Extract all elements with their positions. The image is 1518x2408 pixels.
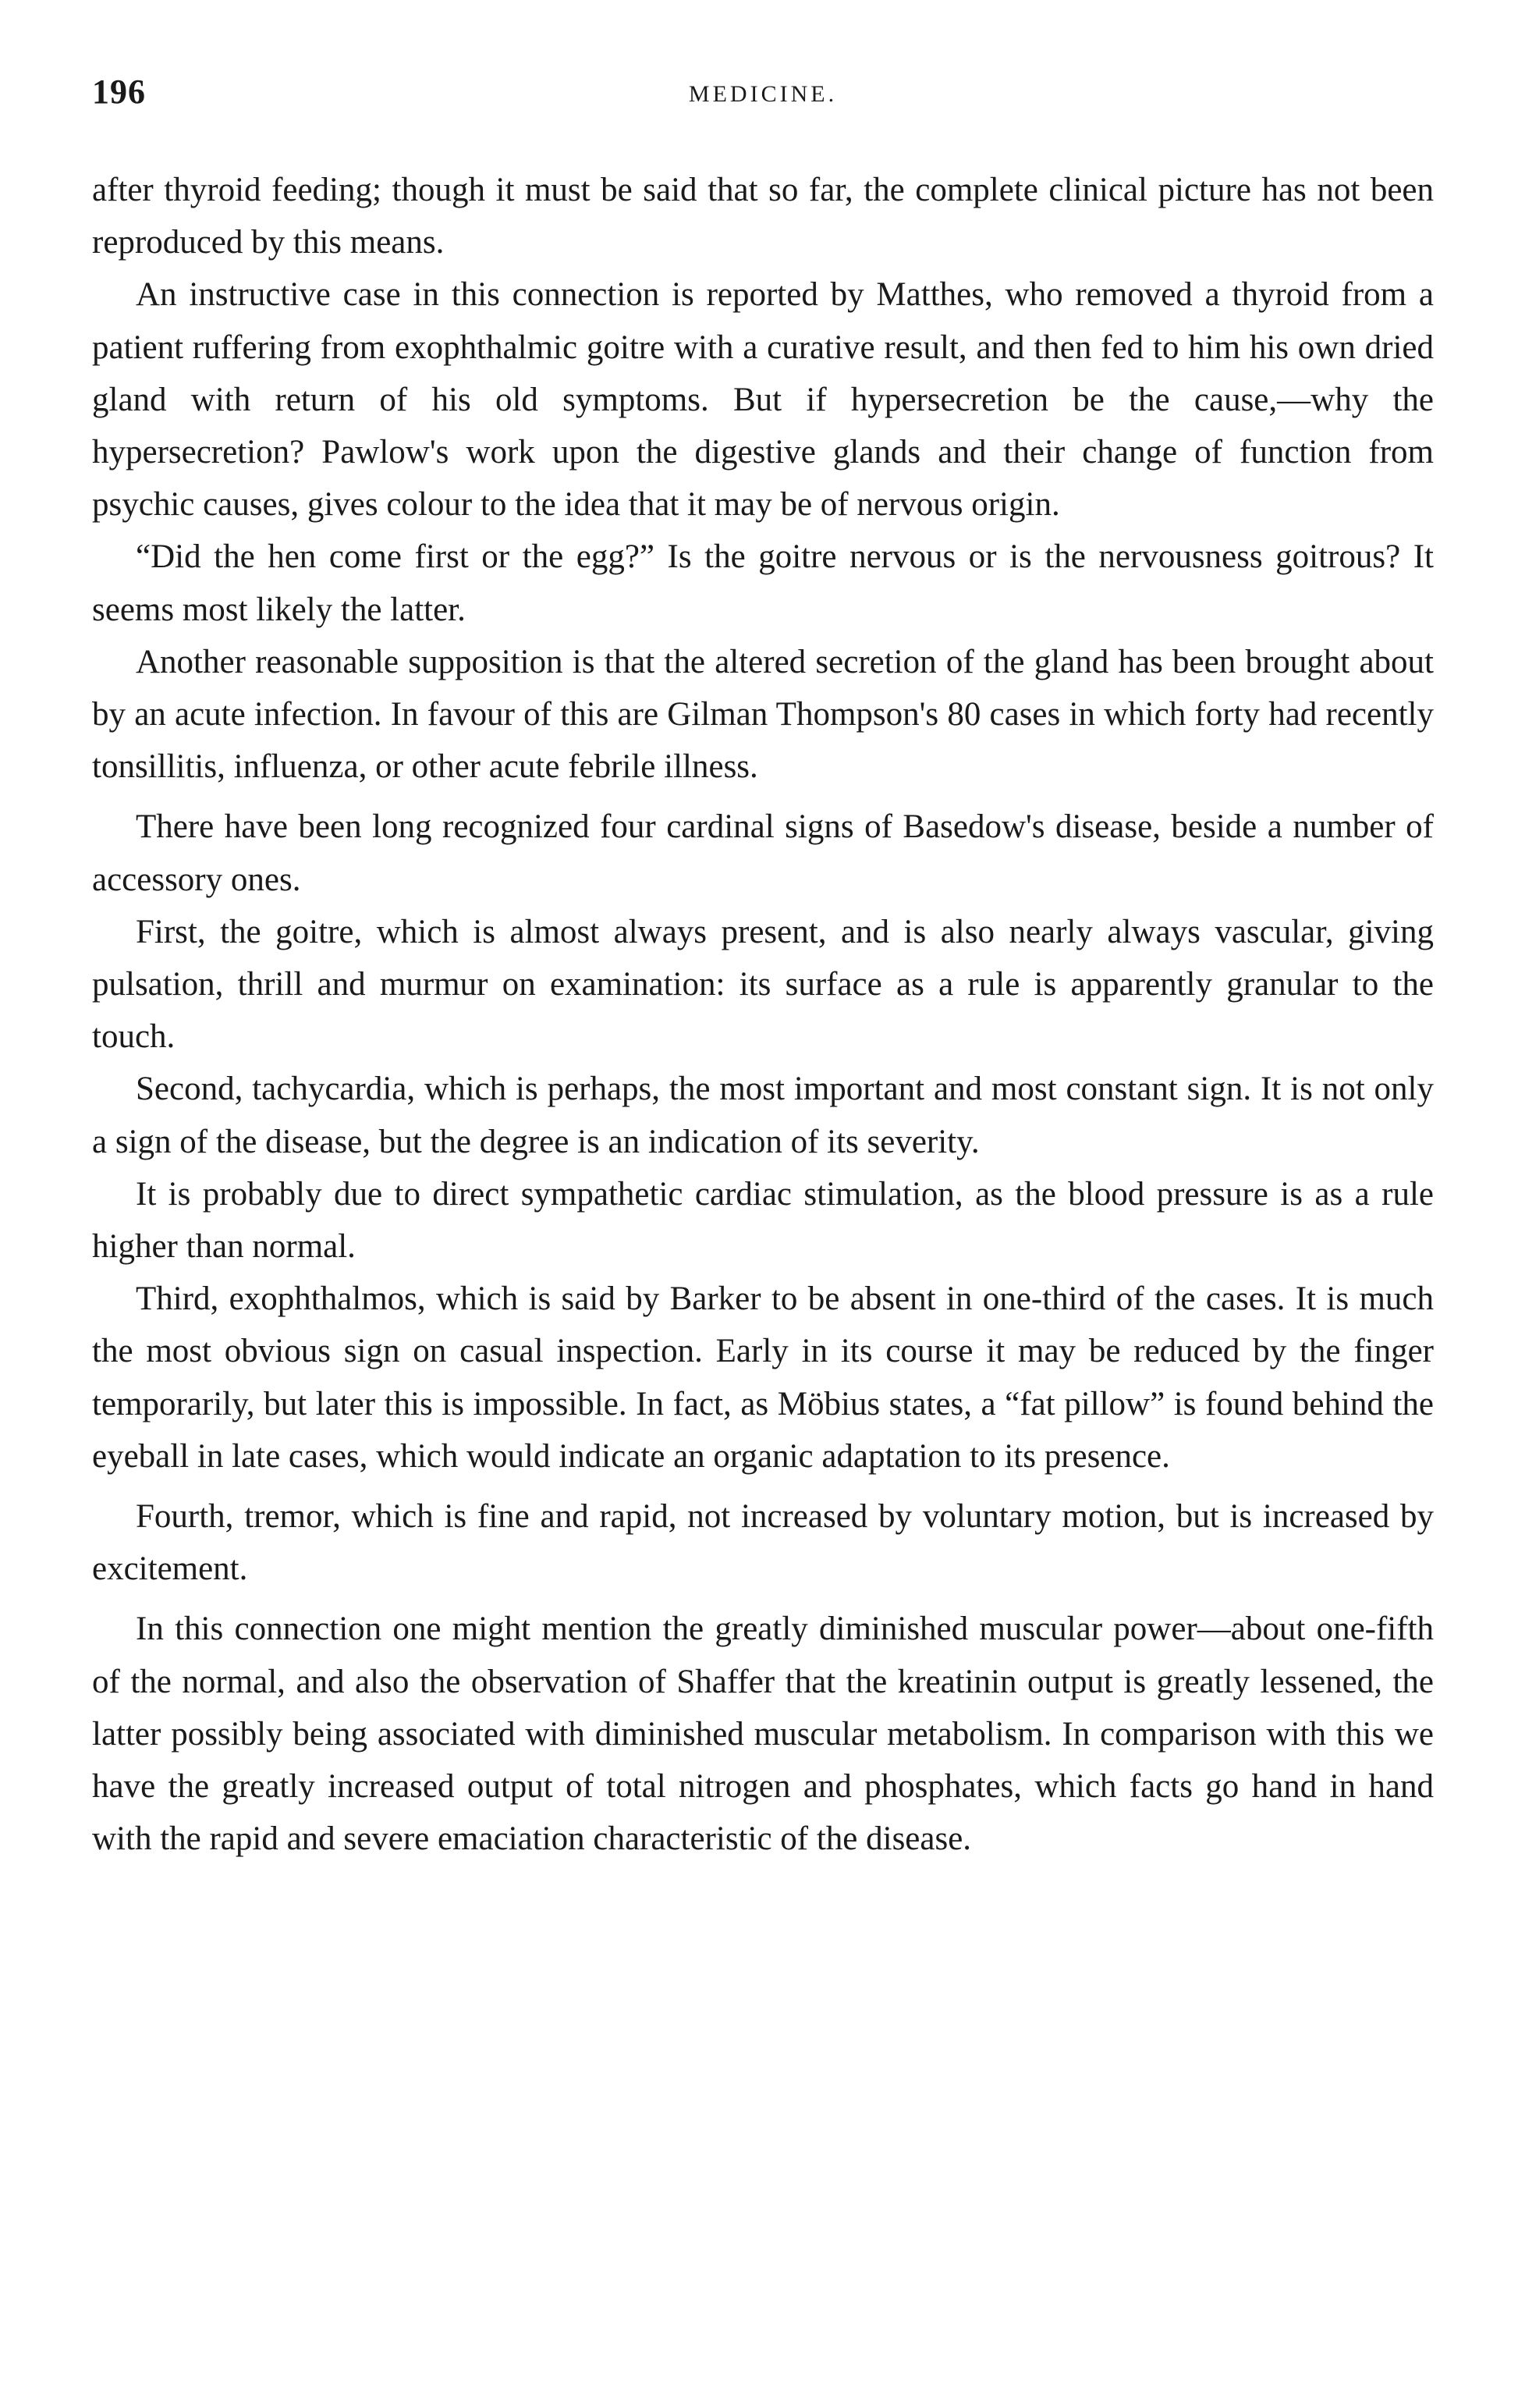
paragraph-4: Another reasonable supposition is that the altered secretion of the gland has been brought about by an acute infection. In favour of this are Gilman Thompson's 80 cases in which forty had recently tonsillitis, influenza, or other acute febrile illness. bbox=[92, 643, 1434, 786]
running-head bbox=[92, 72, 1434, 126]
paragraph-8: It is probably due to direct sympathetic cardiac stimulation, as the blood pressure is as a rule higher than normal. bbox=[92, 1175, 1434, 1266]
body-text bbox=[92, 164, 1434, 1866]
paragraph-5: There have been long recognized four cardinal signs of Basedow's disease, beside a number of accessory ones. bbox=[92, 808, 1434, 898]
paragraph-3: “Did the hen come first or the egg?” Is the goitre nervous or is the nervousness goitrous? It seems most likely the latter. bbox=[92, 538, 1434, 628]
paragraph-7: Second, tachycardia, which is perhaps, the most important and most constant sign. It is not only a sign of the disease, but the degree is an indication of its severity. bbox=[92, 1071, 1434, 1160]
paragraph-10: Fourth, tremor, which is fine and rapid, not increased by voluntary motion, but is increased by excitement. bbox=[92, 1498, 1434, 1588]
running-title: MEDICINE. bbox=[688, 81, 838, 107]
page-number: 196 bbox=[92, 73, 146, 111]
paragraph-9: Third, exophthalmos, which is said by Barker to be absent in one-third of the cases. It is much the most obvious sign on casual inspection. Early in its course it may be reduced by the finger temporarily, but later this is impossible. In fact, as Möbius states, a “fat pillow” is found behind the eyeball in late cases, which would indicate an organic adaptation to its presence. bbox=[92, 1280, 1434, 1475]
book-page bbox=[92, 72, 1434, 2366]
paragraph-6: First, the goitre, which is almost always present, and is also nearly always vascular, giving pulsation, thrill and murmur on examination: its surface as a rule is apparently granular to the touch. bbox=[92, 913, 1434, 1056]
paragraph-1: after thyroid feeding; though it must be said that so far, the complete clinical picture has not been reproduced by this means. bbox=[92, 172, 1434, 261]
paragraph-11: In this connection one might mention the greatly diminished muscular power—about one-fifth of the normal, and also the observation of Shaffer that the kreatinin output is greatly lessened, the latter possibly being associated with diminished muscular metabolism. In comparison with this we have the greatly increased output of total nitrogen and phosphates, which facts go hand in hand with the rapid and severe emaciation characteristic of the disease. bbox=[92, 1611, 1434, 1858]
paragraph-2: An instructive case in this connection is reported by Matthes, who removed a thyroid from a patient ruffering from exophthalmic goitre with a curative result, and then fed to him his own dried gland with return of his old symptoms. But if hypersecretion be the cause,—why the hypersecretion? Pawlow's work upon the digestive glands and their change of function from psychic causes, gives colour to the idea that it may be of nervous origin. bbox=[92, 276, 1434, 524]
